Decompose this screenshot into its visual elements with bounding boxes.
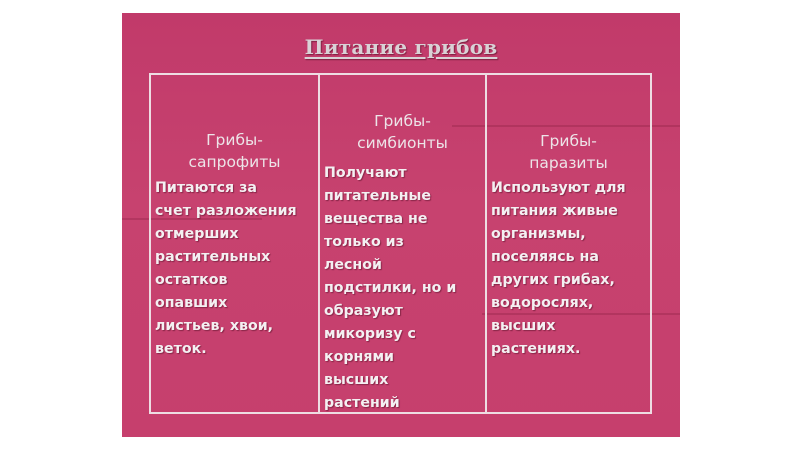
nutrition-table (149, 73, 652, 414)
column-header: Грибы- симбионты (357, 112, 448, 152)
column-text: Используют для питания живые организмы, поселяясь на других грибах, водорослях, высших растениях. (491, 180, 626, 357)
column-text: Питаются за счет разложения отмерших растительных остатков опавших листьев, хвои, веток. (155, 180, 297, 357)
column-symbionts (318, 75, 485, 412)
column-header: Грибы- сапрофиты (188, 131, 281, 171)
slide-title: Питание грибов (304, 35, 498, 59)
column-header: Грибы- паразиты (529, 132, 608, 172)
column-saprophytes (151, 75, 318, 412)
slide (122, 13, 680, 437)
column-text: Получают питательные вещества не только из лесной подстилки, но и образуют микоризу с корнями высших растений (324, 165, 457, 411)
column-parasites (485, 75, 650, 412)
